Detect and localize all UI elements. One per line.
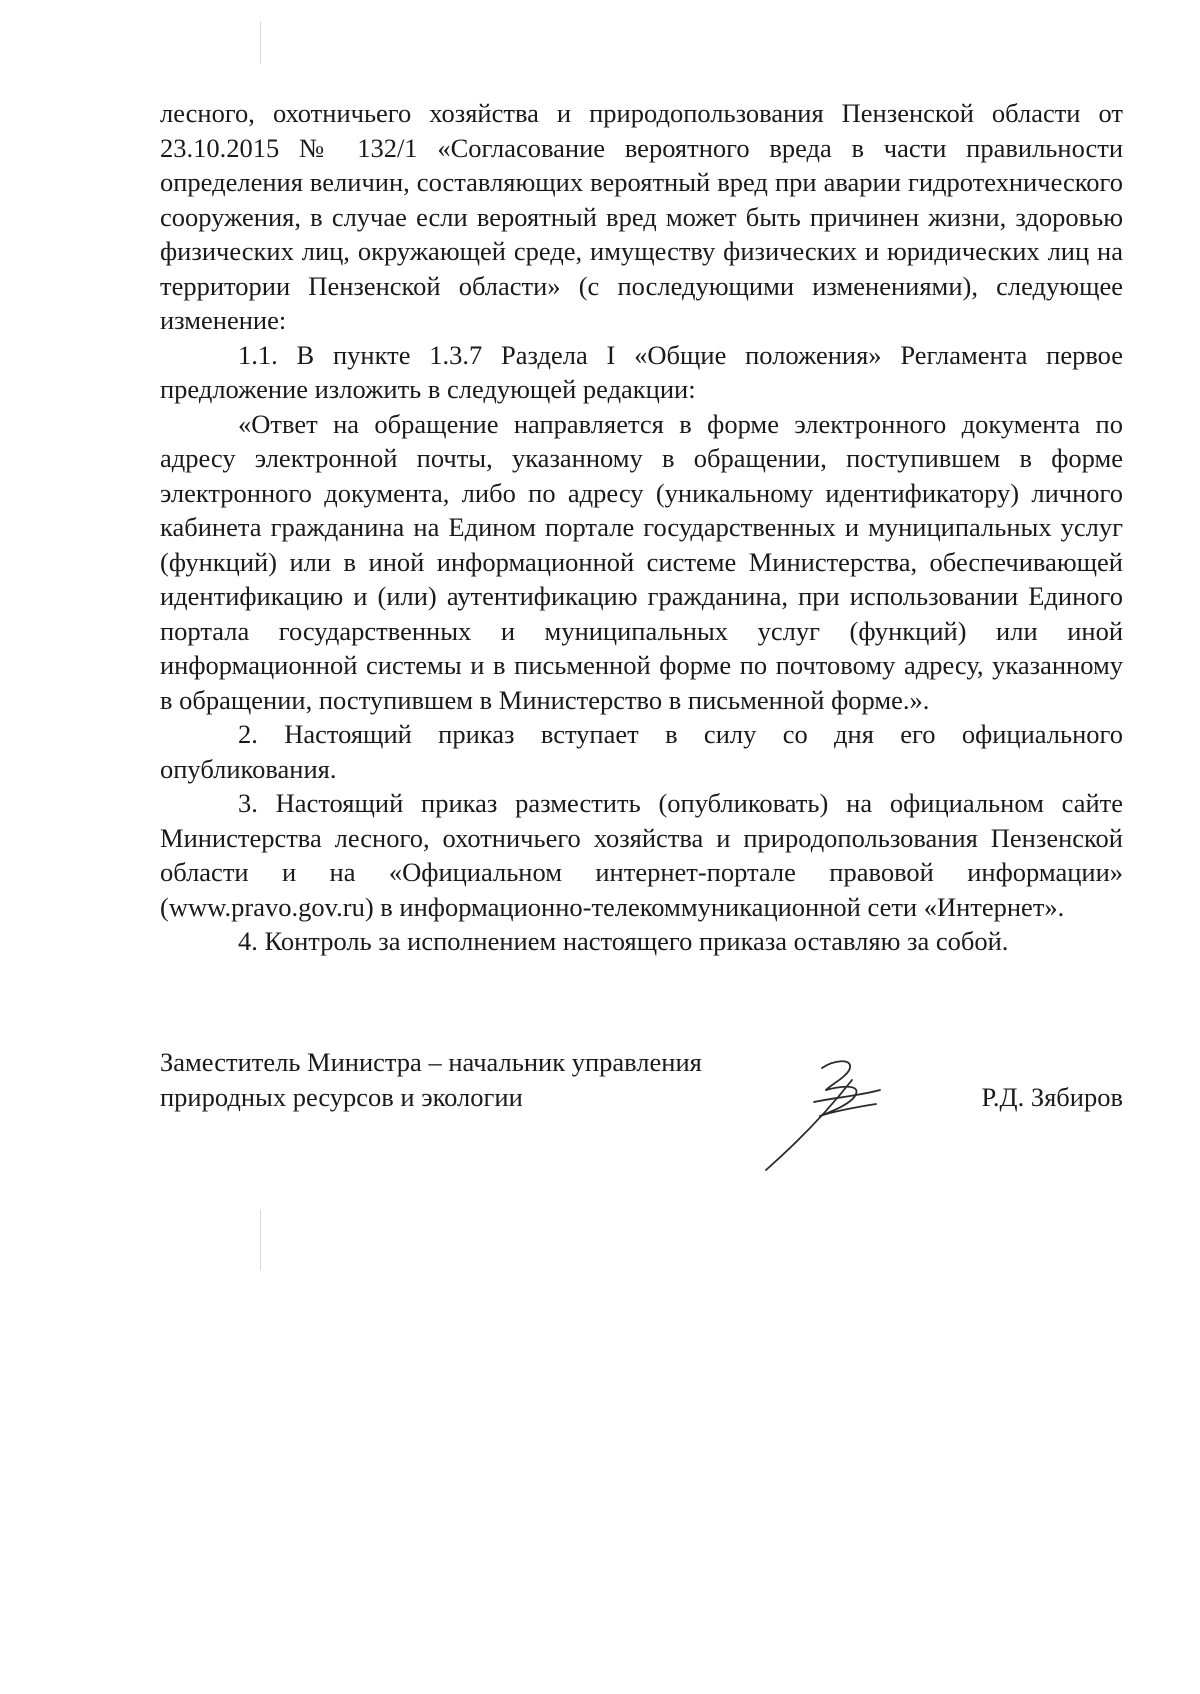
signatory-position-line-2: природных ресурсов и экологии [160, 1081, 523, 1112]
signatory-name: Р.Д. Зябиров [981, 1081, 1123, 1112]
paragraph-item-1-1: 1.1. В пункте 1.3.7 Раздела I «Общие положения» Регламента первое предложение изложить в следующей редакции: [160, 339, 1123, 404]
paragraph-item-4: 4. Контроль за исполнением настоящего приказа оставляю за собой. [238, 926, 1009, 956]
signatory-position [160, 1045, 780, 1114]
signatory-position-line-1: Заместитель Министра – начальник управления [160, 1047, 702, 1077]
scan-artifact-line [260, 1210, 261, 1270]
signature-block [160, 1045, 1123, 1175]
scan-artifact-line [260, 22, 261, 64]
handwritten-signature-icon [760, 1050, 900, 1175]
paragraph-item-2: 2. Настоящий приказ вступает в силу со дня его официального опубликования. [160, 719, 1123, 784]
paragraph-item-3: 3. Настоящий приказ разместить (опубликовать) на официальном сайте Министерства лесного, охотничьего хозяйства и природопользования Пензенской области и на «Официальном интернет-портале правовой информации» (www.pravo.gov.ru) в информационно-телекоммуникационной сети «Интернет». [160, 788, 1123, 922]
document-body [160, 96, 1123, 959]
paragraph-amendment-intro: лесного, охотничьего хозяйства и природопользования Пензенской области от 23.10.2015 № 132/1 «Согласование вероятного вреда в части правильности определения величин, составляющих вероятный вред при аварии гидротехнического сооружения, в случае если вероятный вред может быть причинен жизни, здоровью физических лиц, окружающей среде, имуществу физических и юридических лиц на территории Пензенской области» (с последующими изменениями), следующее изменение: [160, 98, 1123, 335]
paragraph-quoted-text: «Ответ на обращение направляется в форме электронного документа по адресу электронной почты, указанному в обращении, поступившем в форме электронного документа, либо по адресу (уникальному идентификатору) личного кабинета гражданина на Едином портале государственных и муниципальных услуг (функций) или в иной информационной системе Министерства, обеспечивающей идентификацию и (или) аутентификацию гражданина, при использовании Единого портала государственных и муниципальных услуг (функций) или иной информационной системы и в письменной форме по почтовому адресу, указанному в обращении, поступившем в Министерство в письменной форме.». [160, 408, 1123, 715]
